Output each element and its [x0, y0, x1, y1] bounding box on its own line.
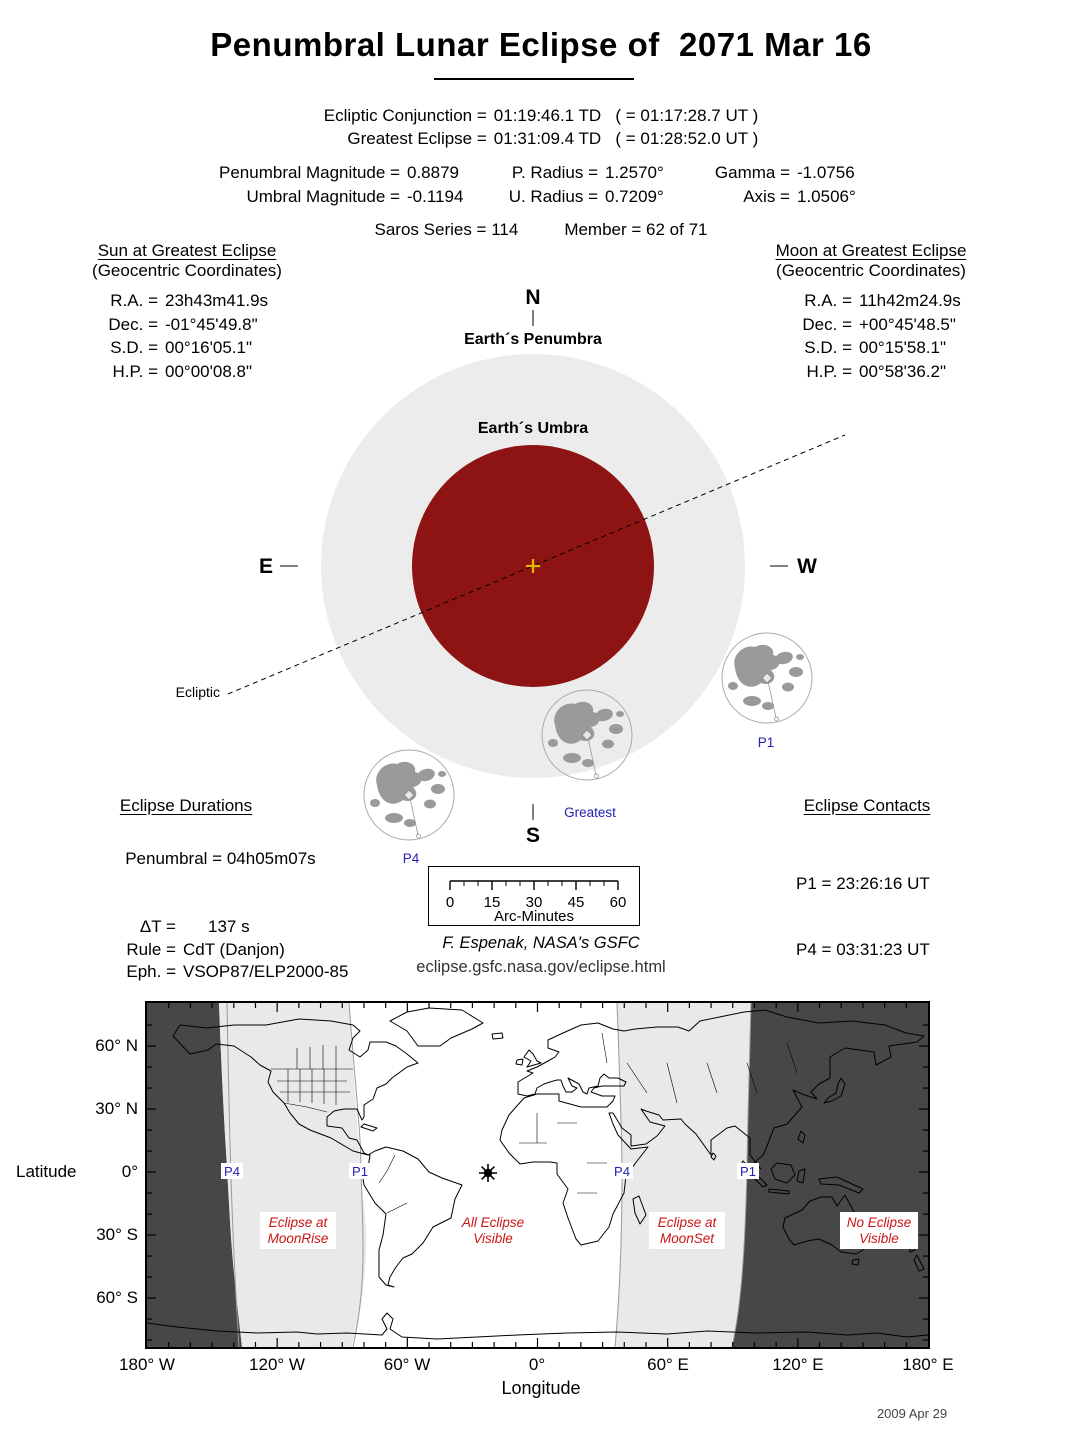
- scale-tick-30: 30: [525, 894, 543, 911]
- lon-tick-0: 0°: [528, 1355, 546, 1374]
- compass-south: S: [525, 824, 541, 847]
- lon-tick-120e: 120° E: [772, 1355, 824, 1374]
- moon-block-subtitle: (Geocentric Coordinates): [776, 261, 966, 280]
- region-fill-no-eclipse-east: [732, 1003, 928, 1347]
- map-p1-east-label: P1: [740, 1164, 756, 1179]
- umbra-label: Earth´s Umbra: [477, 420, 589, 437]
- region-fill-moonset: [615, 1003, 751, 1347]
- moon-hp-value: 00°58'36.2": [859, 361, 946, 381]
- lat-tick-30s: 30° S: [96, 1225, 138, 1244]
- eclipse-geometry-diagram: [150, 280, 900, 880]
- coast-ireland: [516, 1059, 523, 1065]
- delta-t-label: ΔT =: [139, 917, 176, 936]
- conjunction-value: 01:19:46.1 TD ( = 01:17:28.7 UT ): [493, 106, 759, 125]
- durations-title: Eclipse Durations: [119, 796, 253, 815]
- axis-value: 1.0506°: [797, 187, 856, 206]
- radius-block: [502, 161, 664, 209]
- coast-greenland: [390, 1008, 483, 1046]
- conjunction-times: [324, 104, 758, 150]
- moon-sd-value: 00°15'58.1": [859, 338, 946, 357]
- coast-cuba: [361, 1124, 377, 1131]
- sun-hp-label: H.P. =: [112, 361, 158, 381]
- penumbral-duration-value: 04h05m07s: [226, 849, 316, 868]
- rule-value: CdT (Danjon): [183, 939, 285, 959]
- scale-major-ticks: [450, 881, 618, 890]
- sun-ra-value: 23h43m41.9s: [165, 291, 269, 310]
- lat-tick-30n: 30° N: [95, 1099, 138, 1118]
- longitude-axis-label: Longitude: [501, 1378, 581, 1398]
- gamma-block: [702, 161, 856, 209]
- magnitude-block: [204, 161, 463, 209]
- greatest-value: 01:31:09.4 TD ( = 01:28:52.0 UT ): [493, 129, 759, 148]
- sun-block-subtitle: (Geocentric Coordinates): [92, 261, 282, 280]
- world-visibility-map: [145, 1001, 930, 1349]
- region-all-visible-line1: All Eclipse: [461, 1215, 525, 1230]
- gamma-value: -1.0756: [797, 163, 855, 182]
- p1-moon-label: P1: [757, 735, 775, 750]
- date-stamp: 2009 Apr 29: [876, 1406, 948, 1421]
- penumbral-duration-label: Penumbral =: [125, 849, 223, 868]
- penumbral-magnitude-label: Penumbral Magnitude =: [219, 163, 400, 182]
- compass-north: N: [525, 286, 541, 309]
- region-no-eclipse-line2: Visible: [859, 1231, 899, 1246]
- lon-tick-60w: 60° W: [383, 1355, 431, 1374]
- scale-tick-0: 0: [445, 894, 455, 911]
- contacts-title: Eclipse Contacts: [803, 796, 931, 815]
- scale-bar-ruler: [429, 867, 639, 925]
- region-moonset-line2: MoonSet: [659, 1231, 715, 1246]
- compass-west: W: [797, 555, 817, 578]
- moon-sd-label: S.D. =: [804, 338, 852, 357]
- u-radius-label: U. Radius =: [508, 187, 598, 206]
- coast-iceland: [492, 1033, 503, 1039]
- coast-south-america: [362, 1147, 462, 1287]
- sun-sd-label: S.D. =: [110, 338, 158, 357]
- moon-ra-value: 11h42m24.9s: [859, 291, 961, 310]
- conjunction-label: Ecliptic Conjunction =: [323, 106, 487, 125]
- greatest-moon-label: Greatest: [564, 805, 616, 820]
- map-p1-west-label: P1: [352, 1164, 368, 1179]
- lon-tick-120w: 120° W: [249, 1355, 305, 1374]
- saros-member: Member = 62 of 71: [564, 220, 708, 239]
- calculation-parameters: [112, 916, 348, 984]
- region-moonrise-line1: Eclipse at: [268, 1215, 328, 1230]
- umbral-magnitude-value: -0.1194: [407, 187, 464, 206]
- p4-moon-label: P4: [402, 851, 420, 866]
- moon-at-p1: [722, 633, 812, 723]
- moon-dec-value: +00°45'48.5": [859, 314, 956, 334]
- scale-tick-15: 15: [483, 894, 501, 911]
- penumbral-duration: [98, 829, 324, 889]
- compass-east: E: [258, 555, 274, 578]
- scale-unit-label: Arc-Minutes: [493, 908, 575, 925]
- scale-bar: [428, 866, 640, 926]
- sun-ra-label: R.A. =: [110, 291, 158, 310]
- title-underline: [434, 78, 634, 80]
- lon-tick-180e: 180° E: [902, 1355, 954, 1374]
- moon-ra-label: R.A. =: [804, 291, 852, 310]
- penumbral-magnitude-value: 0.8879: [407, 163, 459, 182]
- region-moonrise-line2: MoonRise: [267, 1231, 329, 1246]
- scale-tick-60: 60: [609, 894, 627, 911]
- sun-dec-value: -01°45'49.8": [165, 314, 258, 334]
- lon-tick-180w: 180° W: [119, 1355, 175, 1374]
- map-p4-west-label: P4: [224, 1164, 240, 1179]
- durations-block: [96, 796, 276, 816]
- sun-sd-value: 00°16'05.1": [165, 338, 252, 357]
- region-moonset-line1: Eclipse at: [657, 1215, 717, 1230]
- axis-label: Axis =: [743, 187, 790, 206]
- lon-tick-60e: 60° E: [647, 1355, 689, 1374]
- credit-url: eclipse.gsfc.nasa.gov/eclipse.html: [416, 958, 666, 976]
- moon-hp-label: H.P. =: [806, 361, 852, 381]
- sun-dec-label: Dec. =: [108, 314, 158, 334]
- moon-block-title: Moon at Greatest Eclipse: [775, 241, 967, 260]
- sun-block-title: Sun at Greatest Eclipse: [97, 241, 277, 260]
- ephemeris-label: Eph. =: [126, 962, 176, 981]
- lat-tick-60s: 60° S: [96, 1288, 138, 1307]
- credit-author: F. Espenak, NASA's GSFC: [442, 934, 640, 952]
- gamma-label: Gamma =: [714, 163, 790, 182]
- penumbra-label: Earth´s Penumbra: [464, 331, 602, 348]
- sun-hp-value: 00°00'08.8": [165, 361, 252, 381]
- coast-britain: [524, 1050, 541, 1067]
- p1-contact-time: P1 = 23:26:16 UT: [796, 874, 930, 893]
- saros-line: [375, 220, 708, 240]
- map-p4-east-label: P4: [614, 1164, 630, 1179]
- region-no-eclipse-line1: No Eclipse: [846, 1215, 912, 1230]
- region-all-visible-line2: Visible: [473, 1231, 513, 1246]
- latitude-axis-label: Latitude: [16, 1162, 77, 1181]
- p-radius-value: 1.2570°: [605, 163, 664, 182]
- u-radius-value: 0.7209°: [605, 187, 664, 206]
- ephemeris-value: VSOP87/ELP2000-85: [183, 962, 349, 981]
- ecliptic-label: Ecliptic: [175, 684, 220, 700]
- page-title: Penumbral Lunar Eclipse of 2071 Mar 16: [210, 26, 872, 63]
- lat-tick-0: 0°: [121, 1162, 138, 1181]
- moon-dec-label: Dec. =: [802, 314, 852, 334]
- p4-contact-time: P4 = 03:31:23 UT: [796, 940, 930, 959]
- lat-tick-60n: 60° N: [95, 1036, 138, 1055]
- contacts-block: [788, 796, 946, 816]
- delta-t-value: 137 s: [208, 917, 250, 936]
- zenith-star-icon: [479, 1164, 497, 1182]
- greatest-label: Greatest Eclipse =: [347, 129, 487, 148]
- moon-at-p4: [364, 750, 454, 840]
- umbral-magnitude-label: Umbral Magnitude =: [246, 187, 400, 206]
- rule-label: Rule =: [126, 939, 176, 959]
- scale-tick-45: 45: [567, 894, 585, 911]
- contact-times: [796, 829, 930, 1005]
- p-radius-label: P. Radius =: [511, 163, 598, 182]
- saros-series: Saros Series = 114: [374, 220, 519, 239]
